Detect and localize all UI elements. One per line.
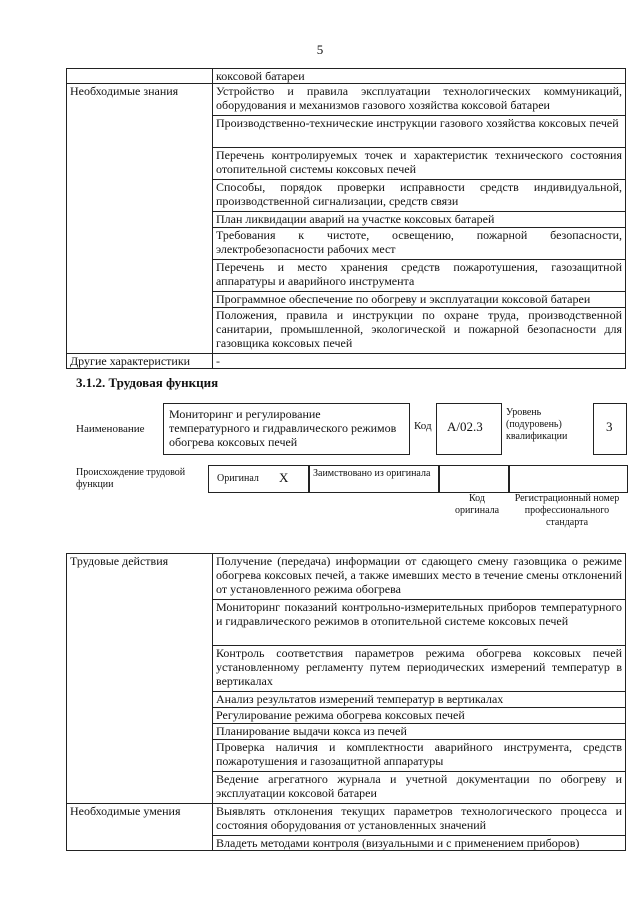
origin-label: Происхождение трудовой функции: [76, 467, 186, 490]
origin-code-caption: Код оригинала: [454, 493, 500, 516]
knowledge-item: Требования к чистоте, освещению, пожарной безопасности, электробезопасности рабочих мест: [213, 228, 626, 260]
action-item: Получение (передача) информации от сдающего смену газовщика о режиме обогрева коксовых печей, а также имевших место в течение смены отклонений от установленного режима обогрева: [213, 554, 626, 600]
borrowed-box: [308, 465, 440, 493]
borrowed-label: Заимствовано из оригинала: [313, 468, 431, 479]
origin-code-box: [438, 465, 510, 493]
action-item: Ведение агрегатного журнала и учетной документации по обогреву и эксплуатации коксовой батареи: [213, 772, 626, 804]
skill-item: Владеть методами контроля (визуальными и с применением приборов): [213, 836, 626, 851]
original-mark: X: [279, 470, 289, 485]
action-item: Регулирование режима обогрева коксовых печей: [213, 708, 626, 724]
original-box: [208, 465, 310, 493]
knowledge-item: Программное обеспечение по обогреву и эксплуатации коксовой батареи: [213, 292, 626, 308]
level-label: Уровень (подуровень) квалификации: [506, 407, 568, 442]
table-row: [67, 354, 626, 369]
level-value: 3: [606, 419, 613, 434]
actions-label: Трудовые действия: [67, 554, 213, 804]
knowledge-item: Положения, правила и инструкции по охране труда, производственной санитарии, промышленной, экологической и пожарной безопасности для газовщика коксовых печей: [213, 308, 626, 354]
table-row: [67, 69, 626, 84]
knowledge-item: Производственно-технические инструкции газового хозяйства коксовых печей: [213, 116, 626, 148]
actions-table: [66, 553, 626, 851]
name-label: Наименование: [76, 423, 145, 435]
knowledge-item: Устройство и правила эксплуатации технологических коммуникаций, оборудования и механизмов газового хозяйства коксовой батареи: [213, 84, 626, 116]
code-value: А/02.3: [447, 419, 483, 434]
other-characteristics-label: Другие характеристики: [67, 354, 213, 369]
section-title: 3.1.2. Трудовая функция: [76, 375, 219, 390]
name-value: Мониторинг и регулирование температурного и гидравлического режимов обогрева коксовых печей: [169, 407, 397, 449]
action-item: Мониторинг показаний контрольно-измерительных приборов температурного и гидравлического режимов в отопительной системе коксовых печей: [213, 600, 626, 646]
reg-number-box: [508, 465, 628, 493]
name-box: [163, 403, 410, 455]
knowledge-item: План ликвидации аварий на участке коксовых батарей: [213, 212, 626, 228]
knowledge-label: Необходимые знания: [67, 84, 213, 354]
table-row: [67, 84, 626, 116]
knowledge-table: [66, 68, 626, 369]
action-item: Контроль соответствия параметров режима обогрева коксовых печей установленному регламенту путем периодических измерений температур в вертикалах: [213, 646, 626, 692]
action-item: Планирование выдачи кокса из печей: [213, 724, 626, 740]
other-characteristics-value: -: [213, 354, 626, 369]
level-box: [593, 403, 627, 455]
code-box: [436, 403, 502, 455]
original-label: Оригинал: [217, 473, 259, 484]
code-label: Код: [414, 420, 432, 432]
empty-cell: [67, 69, 213, 84]
skills-label: Необходимые умения: [67, 804, 213, 851]
continued-text: коксовой батареи: [213, 69, 626, 84]
reg-number-caption: Регистрационный номер профессионального стандарта: [514, 493, 620, 528]
action-item: Проверка наличия и комплектности аварийного инструмента, средств пожаротушения и газозащитной аппаратуры: [213, 740, 626, 772]
table-row: [67, 804, 626, 836]
knowledge-item: Перечень контролируемых точек и характеристик технического состояния отопительной системы коксовых печей: [213, 148, 626, 180]
knowledge-item: Способы, порядок проверки исправности средств индивидуальной, производственной сигнализации, средств связи: [213, 180, 626, 212]
skill-item: Выявлять отклонения текущих параметров технологического процесса и состояния оборудования от установленных значений: [213, 804, 626, 836]
table-row: [67, 554, 626, 600]
page-number: 5: [316, 42, 324, 57]
action-item: Анализ результатов измерений температур в вертикалах: [213, 692, 626, 708]
knowledge-item: Перечень и место хранения средств пожаротушения, газозащитной аппаратуры и аварийного инструмента: [213, 260, 626, 292]
